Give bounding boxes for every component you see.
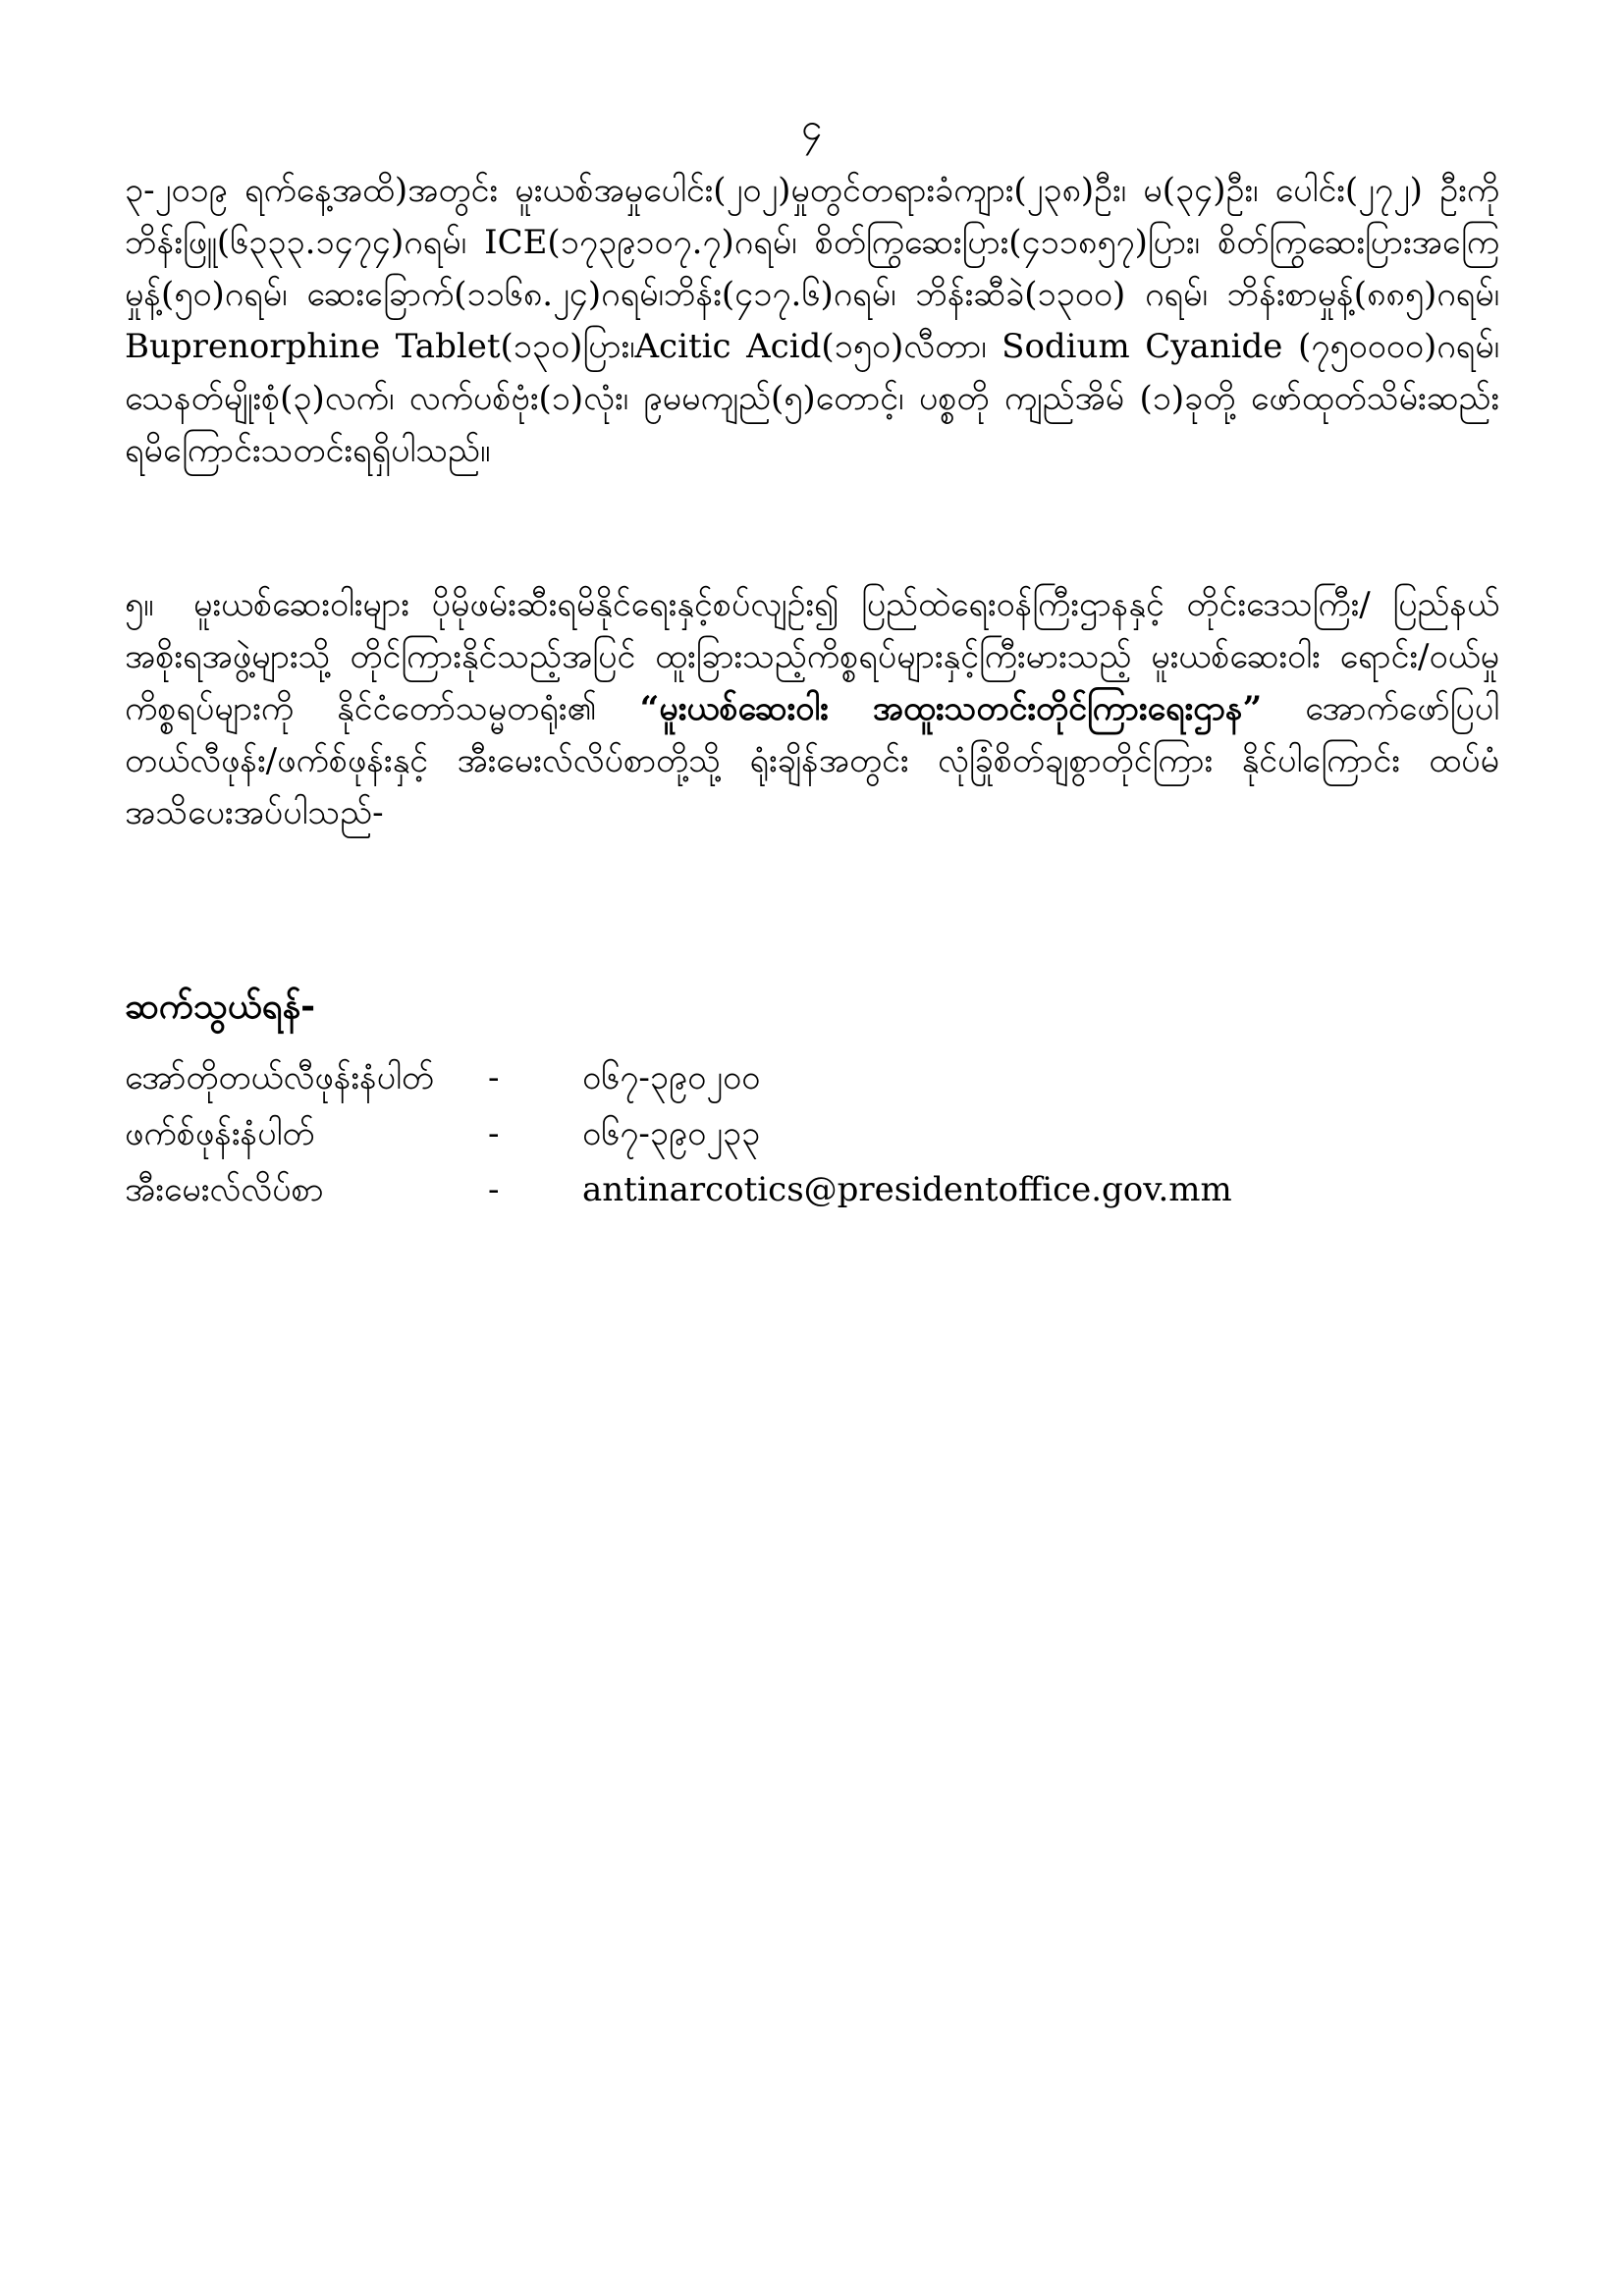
paragraph-reporting-notice bbox=[125, 579, 1499, 839]
contact-heading: ဆက်သွယ်ရန်- bbox=[125, 986, 316, 1027]
paragraph-text-after: အောက်ဖော်ပြပါ တယ်လီဖုန်း/ဖက်စ်ဖုန်းနှင့် အီးမေးလ်လိပ်စာတို့သို့ ရုံးချိန်အတွင်း လုံခြုံစိတ်ချစွာတိုင်ကြား နိုင်ပါကြောင်း ထပ်မံအသိပေးအပ်ပါသည်- bbox=[125, 689, 1500, 832]
page-number: ၄ bbox=[801, 105, 823, 148]
contact-row-fax bbox=[125, 1106, 1303, 1162]
contact-separator: - bbox=[488, 1114, 500, 1153]
contact-label-email: အီးမေးလ်လိပ်စာ bbox=[125, 1170, 324, 1209]
contact-label-fax: ဖက်စ်ဖုန်းနံပါတ် bbox=[125, 1114, 315, 1153]
office-name-bold: “မူးယစ်ဆေးဝါး အထူးသတင်းတိုင်ကြားရေးဌာန” bbox=[639, 689, 1263, 728]
contact-value-email: antinarcotics@presidentoffice.gov.mm bbox=[582, 1170, 1232, 1209]
paragraph-text-before: မူးယစ်ဆေးဝါးများ ပိုမိုဖမ်းဆီးရမိနိုင်ရေးနှင့်စပ်လျဉ်း၍ ပြည်ထဲရေးဝန်ကြီးဌာနနှင့် တိုင်းဒေသကြီး/ ပြည်နယ်အစိုးရအဖွဲ့များသို့ တိုင်ကြားနိုင်သည့်အပြင် ထူးခြားသည့်ကိစ္စရပ်များနှင့်ကြီးမားသည့် မူးယစ်ဆေးဝါး ရောင်း/ဝယ်မှုကိစ္စရပ်များကို နိုင်ငံတော်သမ္မတရုံး၏ bbox=[125, 585, 1499, 728]
paragraph-seizure-report: ၃-၂၀၁၉ ရက်နေ့အထိ)အတွင်း မူးယစ်အမှုပေါင်း(၂၀၂)မှုတွင်တရားခံကျား(၂၃၈)ဦး၊ မ(၃၄)ဦး၊ ပေါင်း(၂၇၂) ဦးကို ဘိန်းဖြူ(၆၃၃၃.၁၄၇၄)ဂရမ်၊ ICE(၁၇၃၉၁၀၇.၇)ဂရမ်၊ စိတ်ကြွဆေးပြား(၄၁၁၈၅၇)ပြား၊ စိတ်ကြွဆေးပြားအကြေမှုန့်(၅၀)ဂရမ်၊ ဆေးခြောက်(၁၁၆၈.၂၄)ဂရမ်၊ဘိန်း(၄၁၇.၆)ဂရမ်၊ ဘိန်းဆီခဲ(၁၃၀၀) ဂရမ်၊ ဘိန်းစာမှုန့်(၈၈၅)ဂရမ်၊ Buprenorphine Tablet(၁၃၀)ပြား၊Acitic Acid(၁၅၀)လီတာ၊ Sodium Cyanide (၇၅၀၀၀၀)ဂရမ်၊ သေနတ်မျိုးစုံ(၃)လက်၊ လက်ပစ်ဗုံး(၁)လုံး၊ ၉မမကျည်(၅)တောင့်၊ ပစ္စတို ကျည်အိမ် (၁)ခုတို့ ဖော်ထုတ်သိမ်းဆည်းရမိကြောင်းသတင်းရရှိပါသည်။ bbox=[125, 171, 1500, 470]
contact-row-email bbox=[125, 1162, 1303, 1218]
contact-value-phone: ၀၆၇-၃၉၀၂၀၀ bbox=[582, 1058, 761, 1097]
contact-separator: - bbox=[488, 1058, 500, 1097]
contact-label-phone: အော်တိုတယ်လီဖုန်းနံပါတ် bbox=[125, 1058, 435, 1097]
contact-row-phone bbox=[125, 1050, 1303, 1106]
contact-separator: - bbox=[488, 1170, 500, 1209]
contact-value-fax: ၀၆၇-၃၉၀၂၃၃ bbox=[582, 1114, 761, 1153]
contact-list bbox=[125, 1050, 1303, 1218]
paragraph-number: ၅။ bbox=[125, 585, 154, 624]
